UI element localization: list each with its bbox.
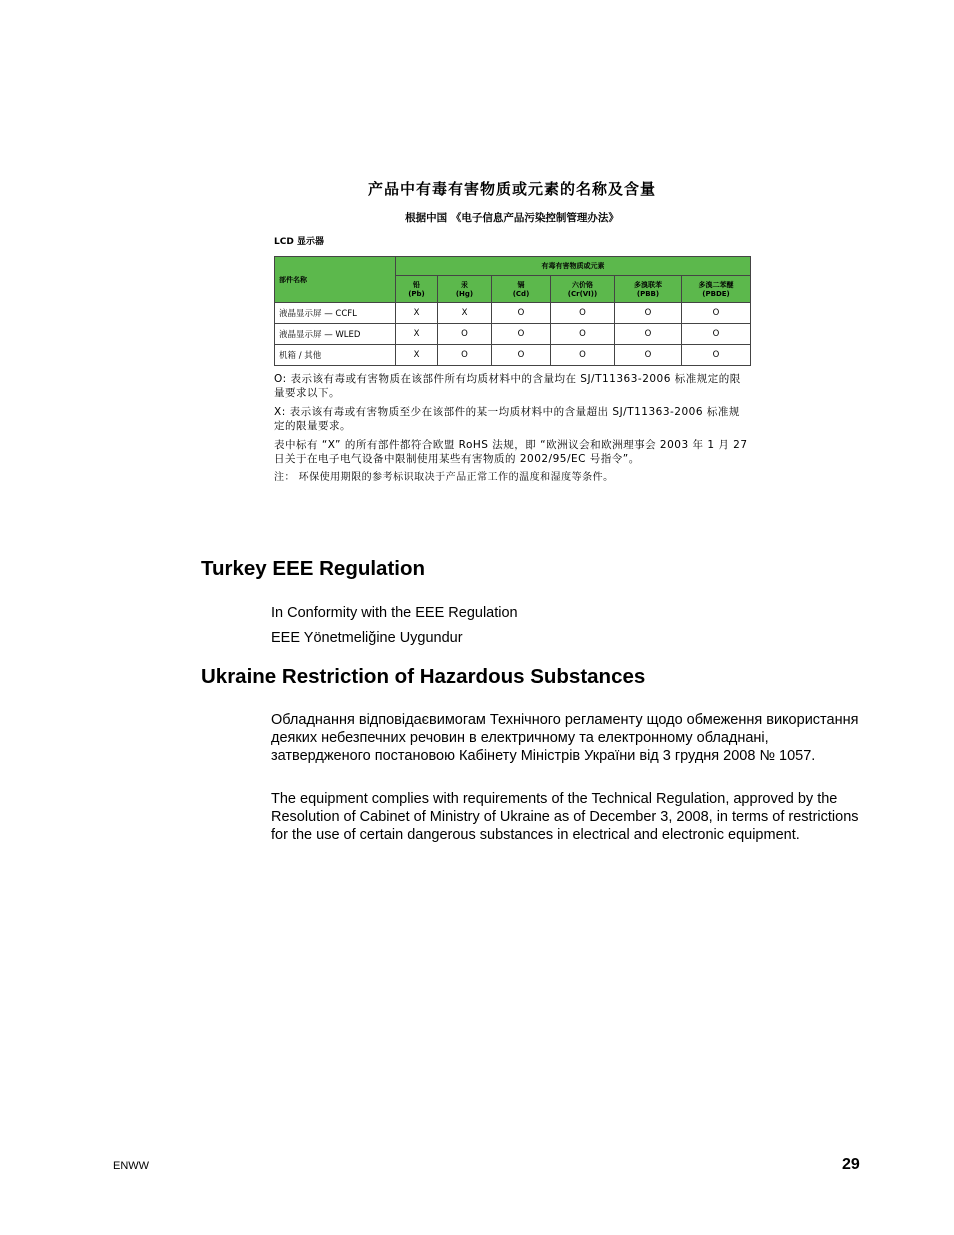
table-cell: O (615, 324, 682, 345)
note-o: O: 表示该有毒或有害物质在该部件所有均质材料中的含量均在 SJ/T11363-2006 标准规定的限量要求以下。 (274, 373, 741, 399)
page-number: 29 (842, 1156, 860, 1173)
note-rohs: 表中标有 “X” 的所有部件都符合欧盟 RoHS 法规，即 “欧洲议会和欧洲理事会 2003 年 1 月 27 日关于在电子电气设备中限制使用某些有害物质的 2002/95/EC 号指令”。 (274, 439, 748, 465)
table-cell: O (551, 324, 615, 345)
china-rohs-section (274, 178, 750, 490)
turkey-line-1: In Conformity with the EEE Regulation (271, 605, 518, 621)
table-row (275, 324, 751, 345)
cn-table-title: 产品中有毒有害物质或元素的名称及含量 (367, 180, 656, 198)
note-x: X: 表示该有毒或有害物质至少在该部件的某一均质材料中的含量超出 SJ/T11363-2006 标准规定的限量要求。 (274, 406, 740, 432)
table-cell: O (551, 345, 615, 366)
table-cell: O (682, 303, 751, 324)
table-row (275, 345, 751, 366)
footnote: 注： 环保使用期限的参考标识取决于产品正常工作的温度和湿度等条件。 (274, 472, 614, 483)
column-header: 六价铬 (Cr(VI)) (551, 276, 615, 303)
table-cell: O (551, 303, 615, 324)
table-cell: O (492, 345, 551, 366)
ukraine-heading: Ukraine Restriction of Hazardous Substances (201, 665, 646, 688)
footer-label: ENWW (113, 1160, 150, 1172)
column-header: 多溴二苯醚 (PBDE) (682, 276, 751, 303)
table-cell: O (615, 303, 682, 324)
table-cell: O (438, 345, 492, 366)
ukraine-paragraph-en: The equipment complies with requirements of the Technical Regulation, approved by the Resolution of Cabinet of Ministry of Ukraine as of December 3, 2008, in terms of restrictions for the use of certain dangerous substances in electrical and electronic equipment. (271, 791, 859, 843)
table-cell: X (396, 324, 438, 345)
table-cell: X (438, 303, 492, 324)
table-cell: X (396, 345, 438, 366)
table-cell: O (492, 324, 551, 345)
table-cell: X (396, 303, 438, 324)
table-cell: O (492, 303, 551, 324)
column-header: 汞 (Hg) (438, 276, 492, 303)
hazardous-substances-table (274, 256, 751, 366)
turkey-heading: Turkey EEE Regulation (201, 557, 426, 580)
row-part-name: 液晶显示屏 — CCFL (275, 303, 396, 324)
cn-table-subtitle: 根据中国 《电子信息产品污染控制管理办法》 (405, 212, 619, 224)
table-cell: O (615, 345, 682, 366)
column-header: 铅 (Pb) (396, 276, 438, 303)
table-notes (274, 372, 750, 485)
ukraine-paragraph-uk: Обладнання відповідаєвимогам Технічного регламенту щодо обмеження використання деяких небезпечних речовин в електричному та електронному обладнані, затвердженого постановою Кабінету Міністрів України від 3 грудня 2008 № 1057. (271, 712, 859, 764)
row-part-name: 机箱 / 其他 (275, 345, 396, 366)
column-header: 镉 (Cd) (492, 276, 551, 303)
substance-group-header: 有毒有害物质或元素 (396, 257, 751, 276)
column-header: 多溴联苯 (PBB) (615, 276, 682, 303)
table-cell: O (682, 345, 751, 366)
table-cell: O (438, 324, 492, 345)
row-part-name: 液晶显示屏 — WLED (275, 324, 396, 345)
cn-device-label: LCD 显示器 (274, 237, 324, 247)
table-cell: O (682, 324, 751, 345)
part-name-header: 部件名称 (275, 257, 396, 303)
turkey-line-2: EEE Yönetmeliğine Uygundur (271, 630, 463, 646)
table-row (275, 303, 751, 324)
